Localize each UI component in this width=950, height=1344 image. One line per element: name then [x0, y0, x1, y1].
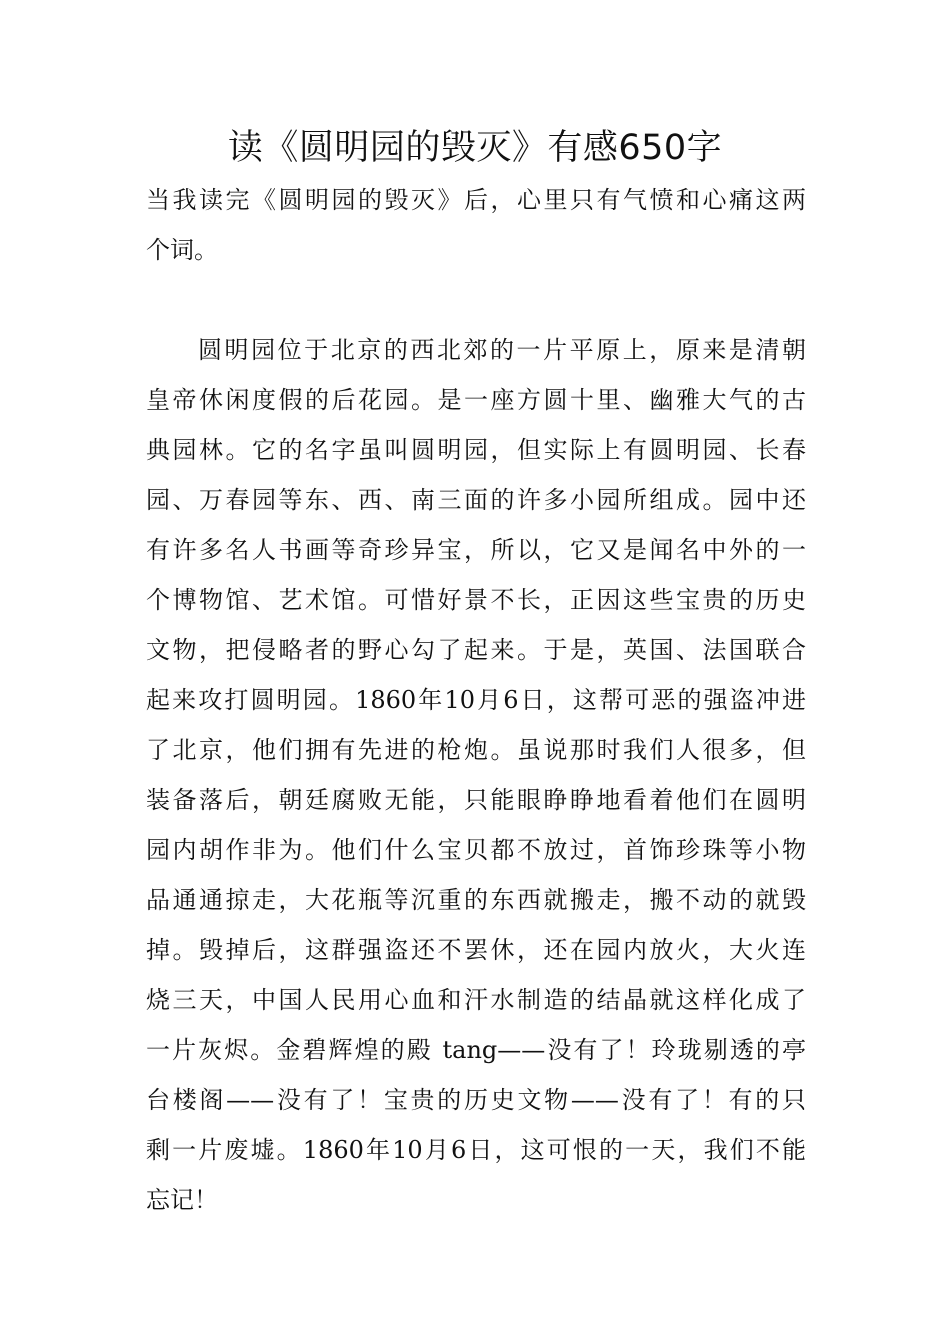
text-line: 装备落后，朝廷腐败无能，只能眼睁睁地看着他们在圆明	[146, 786, 806, 814]
text-line: 台楼阁——没有了！宝贵的历史文物——没有了！有的只	[146, 1086, 806, 1114]
text-line: 园内胡作非为。他们什么宝贝都不放过，首饰珍珠等小物	[146, 836, 806, 864]
text-line: 个词。	[146, 236, 218, 264]
text-line: 当我读完《圆明园的毁灭》后，心里只有气愤和心痛这两	[146, 186, 806, 214]
text-line: 品通通掠走，大花瓶等沉重的东西就搬走，搬不动的就毁	[146, 886, 806, 914]
text-line: 有许多名人书画等奇珍异宝，所以，它又是闻名中外的一	[146, 536, 806, 564]
text-line: 典园林。它的名字虽叫圆明园，但实际上有圆明园、长春	[146, 436, 806, 464]
text-line: 文物，把侵略者的野心勾了起来。于是，英国、法国联合	[146, 636, 806, 664]
text-line: 圆明园位于北京的西北郊的一片平原上，原来是清朝	[198, 336, 806, 364]
text-line: 忘记！	[146, 1186, 218, 1214]
text-line: 一片灰烬。金碧辉煌的殿 tang——没有了！玲珑剔透的亭	[146, 1036, 806, 1064]
text-line: 烧三天，中国人民用心血和汗水制造的结晶就这样化成了	[146, 986, 806, 1014]
text-line: 皇帝休闲度假的后花园。是一座方圆十里、幽雅大气的古	[146, 386, 806, 414]
text-line: 个博物馆、艺术馆。可惜好景不长，正因这些宝贵的历史	[146, 586, 806, 614]
text-line: 园、万春园等东、西、南三面的许多小园所组成。园中还	[146, 486, 806, 514]
text-line: 掉。毁掉后，这群强盗还不罢休，还在园内放火，大火连	[146, 936, 806, 964]
text-line: 起来攻打圆明园。1860年10月6日，这帮可恶的强盗冲进	[146, 686, 806, 714]
page-title: 读《圆明园的毁灭》有感650字	[227, 128, 723, 168]
text-line: 剩一片废墟。1860年10月6日，这可恨的一天，我们不能	[146, 1136, 806, 1164]
text-line: 了北京，他们拥有先进的枪炮。虽说那时我们人很多，但	[146, 736, 806, 764]
